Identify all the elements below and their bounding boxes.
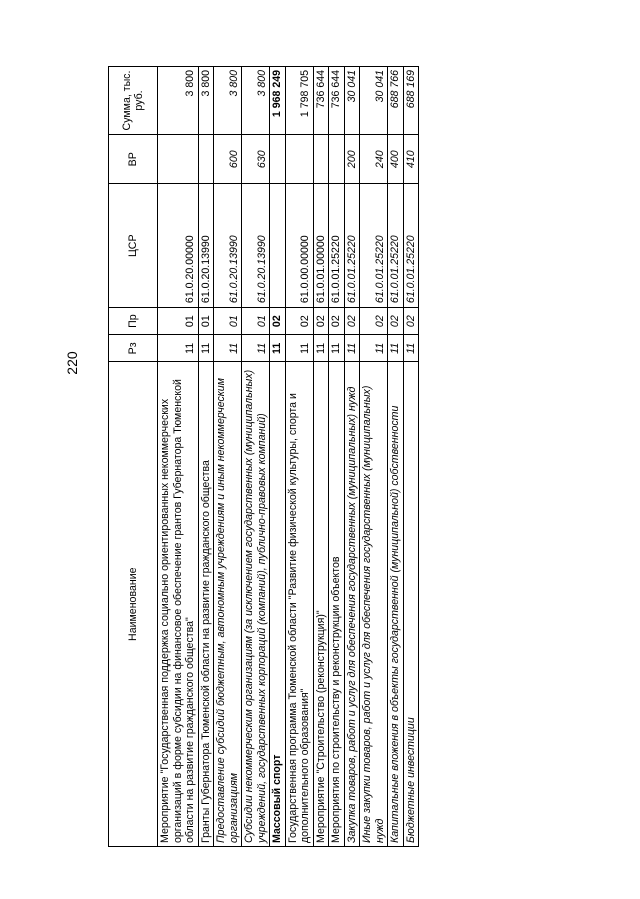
row-sum-cell: 1 798 705 — [285, 67, 313, 135]
table-row — [158, 67, 199, 847]
row-vr-cell — [313, 135, 329, 184]
row-sum-cell: 3 800 — [214, 67, 242, 135]
row-csr-cell: 61.0.01.25220 — [329, 184, 345, 308]
header-name: Наименование — [109, 362, 158, 847]
row-pr-cell: 01 — [214, 308, 242, 335]
row-vr-cell: 410 — [403, 135, 419, 184]
row-rz-cell: 11 — [158, 335, 199, 362]
row-csr-cell: 61.0.20.13990 — [214, 184, 242, 308]
row-rz-cell: 11 — [242, 335, 270, 362]
row-csr-cell: 61.0.01.00000 — [313, 184, 329, 308]
row-vr-cell: 240 — [360, 135, 388, 184]
row-vr-cell: 600 — [214, 135, 242, 184]
row-vr-cell — [270, 135, 286, 184]
row-rz-cell: 11 — [329, 335, 345, 362]
table-body — [158, 67, 419, 847]
row-sum-cell: 3 800 — [242, 67, 270, 135]
row-vr-cell — [198, 135, 214, 184]
row-name-cell: Субсидии некоммерческим организациям (за исключением государственных (муниципальных) учреждений, государственных корпораций (компаний), публично-правовых компаний) — [242, 362, 270, 847]
row-pr-cell: 02 — [285, 308, 313, 335]
row-rz-cell: 11 — [313, 335, 329, 362]
page-number: 220 — [64, 351, 80, 375]
row-csr-cell: 61.0.01.25220 — [360, 184, 388, 308]
row-csr-cell: 61.0.01.25220 — [403, 184, 419, 308]
row-name-cell: Гранты Губернатора Тюменской области на развитие гражданского общества — [198, 362, 214, 847]
budget-table — [108, 66, 419, 847]
table-header-row — [109, 67, 158, 847]
table-row — [403, 67, 419, 847]
row-vr-cell — [158, 135, 199, 184]
row-pr-cell: 02 — [329, 308, 345, 335]
table-row — [198, 67, 214, 847]
header-pr: Пр — [109, 308, 158, 335]
row-name-cell: Государственная программа Тюменской области "Развитие физической культуры, спорта и дополнительного образования" — [285, 362, 313, 847]
table-row — [285, 67, 313, 847]
row-vr-cell: 400 — [388, 135, 404, 184]
row-name-cell: Закупка товаров, работ и услуг для обеспечения государственных (муниципальных) нужд — [344, 362, 360, 847]
row-sum-cell: 30 041 — [360, 67, 388, 135]
row-name-cell: Массовый спорт — [270, 362, 286, 847]
row-pr-cell: 02 — [270, 308, 286, 335]
row-sum-cell: 1 968 249 — [270, 67, 286, 135]
row-sum-cell: 688 766 — [388, 67, 404, 135]
row-vr-cell — [285, 135, 313, 184]
header-sum: Сумма, тыс. руб. — [109, 67, 158, 135]
row-rz-cell: 11 — [388, 335, 404, 362]
row-name-cell: Мероприятие "Государственная поддержка социально ориентированных некоммерческих организаций в форме субсидии на финансовое обеспечение грантов Губернатора Тюменской области на развитие гражданского общества" — [158, 362, 199, 847]
row-rz-cell: 11 — [285, 335, 313, 362]
table-row — [329, 67, 345, 847]
budget-table-container — [108, 66, 517, 847]
row-pr-cell: 02 — [388, 308, 404, 335]
row-sum-cell: 30 041 — [344, 67, 360, 135]
table-row — [270, 67, 286, 847]
table-row — [360, 67, 388, 847]
row-pr-cell: 01 — [198, 308, 214, 335]
table-row — [313, 67, 329, 847]
row-sum-cell: 688 169 — [403, 67, 419, 135]
table-row — [388, 67, 404, 847]
row-sum-cell: 736 644 — [329, 67, 345, 135]
row-csr-cell — [270, 184, 286, 308]
row-csr-cell: 61.0.20.00000 — [158, 184, 199, 308]
row-vr-cell — [329, 135, 345, 184]
table-row — [214, 67, 242, 847]
table-row — [242, 67, 270, 847]
row-pr-cell: 01 — [242, 308, 270, 335]
row-name-cell: Капитальные вложения в объекты государственной (муниципальной) собственности — [388, 362, 404, 847]
header-vr: ВР — [109, 135, 158, 184]
row-rz-cell: 11 — [403, 335, 419, 362]
row-name-cell: Предоставление субсидий бюджетным, автономным учреждениям и иным некоммерческим организациям — [214, 362, 242, 847]
row-name-cell: Бюджетные инвестиции — [403, 362, 419, 847]
header-csr: ЦСР — [109, 184, 158, 308]
row-rz-cell: 11 — [214, 335, 242, 362]
budget-table-rotated — [108, 66, 517, 847]
row-sum-cell: 3 800 — [158, 67, 199, 135]
row-rz-cell: 11 — [198, 335, 214, 362]
row-rz-cell: 11 — [360, 335, 388, 362]
row-csr-cell: 61.0.01.25220 — [344, 184, 360, 308]
header-rz: Рз — [109, 335, 158, 362]
row-pr-cell: 02 — [403, 308, 419, 335]
row-csr-cell: 61.0.01.25220 — [388, 184, 404, 308]
row-csr-cell: 61.0.00.00000 — [285, 184, 313, 308]
row-name-cell: Мероприятие "Строительство (реконструкция)" — [313, 362, 329, 847]
row-sum-cell: 736 644 — [313, 67, 329, 135]
row-vr-cell: 200 — [344, 135, 360, 184]
row-rz-cell: 11 — [270, 335, 286, 362]
row-pr-cell: 02 — [313, 308, 329, 335]
row-csr-cell: 61.0.20.13990 — [198, 184, 214, 308]
table-row — [344, 67, 360, 847]
row-sum-cell: 3 800 — [198, 67, 214, 135]
row-csr-cell: 61.0.20.13990 — [242, 184, 270, 308]
row-name-cell: Мероприятия по строительству и реконструкции объектов — [329, 362, 345, 847]
row-name-cell: Иные закупки товаров, работ и услуг для обеспечения государственных (муниципальных) нужд — [360, 362, 388, 847]
row-pr-cell: 02 — [344, 308, 360, 335]
row-pr-cell: 02 — [360, 308, 388, 335]
row-rz-cell: 11 — [344, 335, 360, 362]
row-vr-cell: 630 — [242, 135, 270, 184]
row-pr-cell: 01 — [158, 308, 199, 335]
